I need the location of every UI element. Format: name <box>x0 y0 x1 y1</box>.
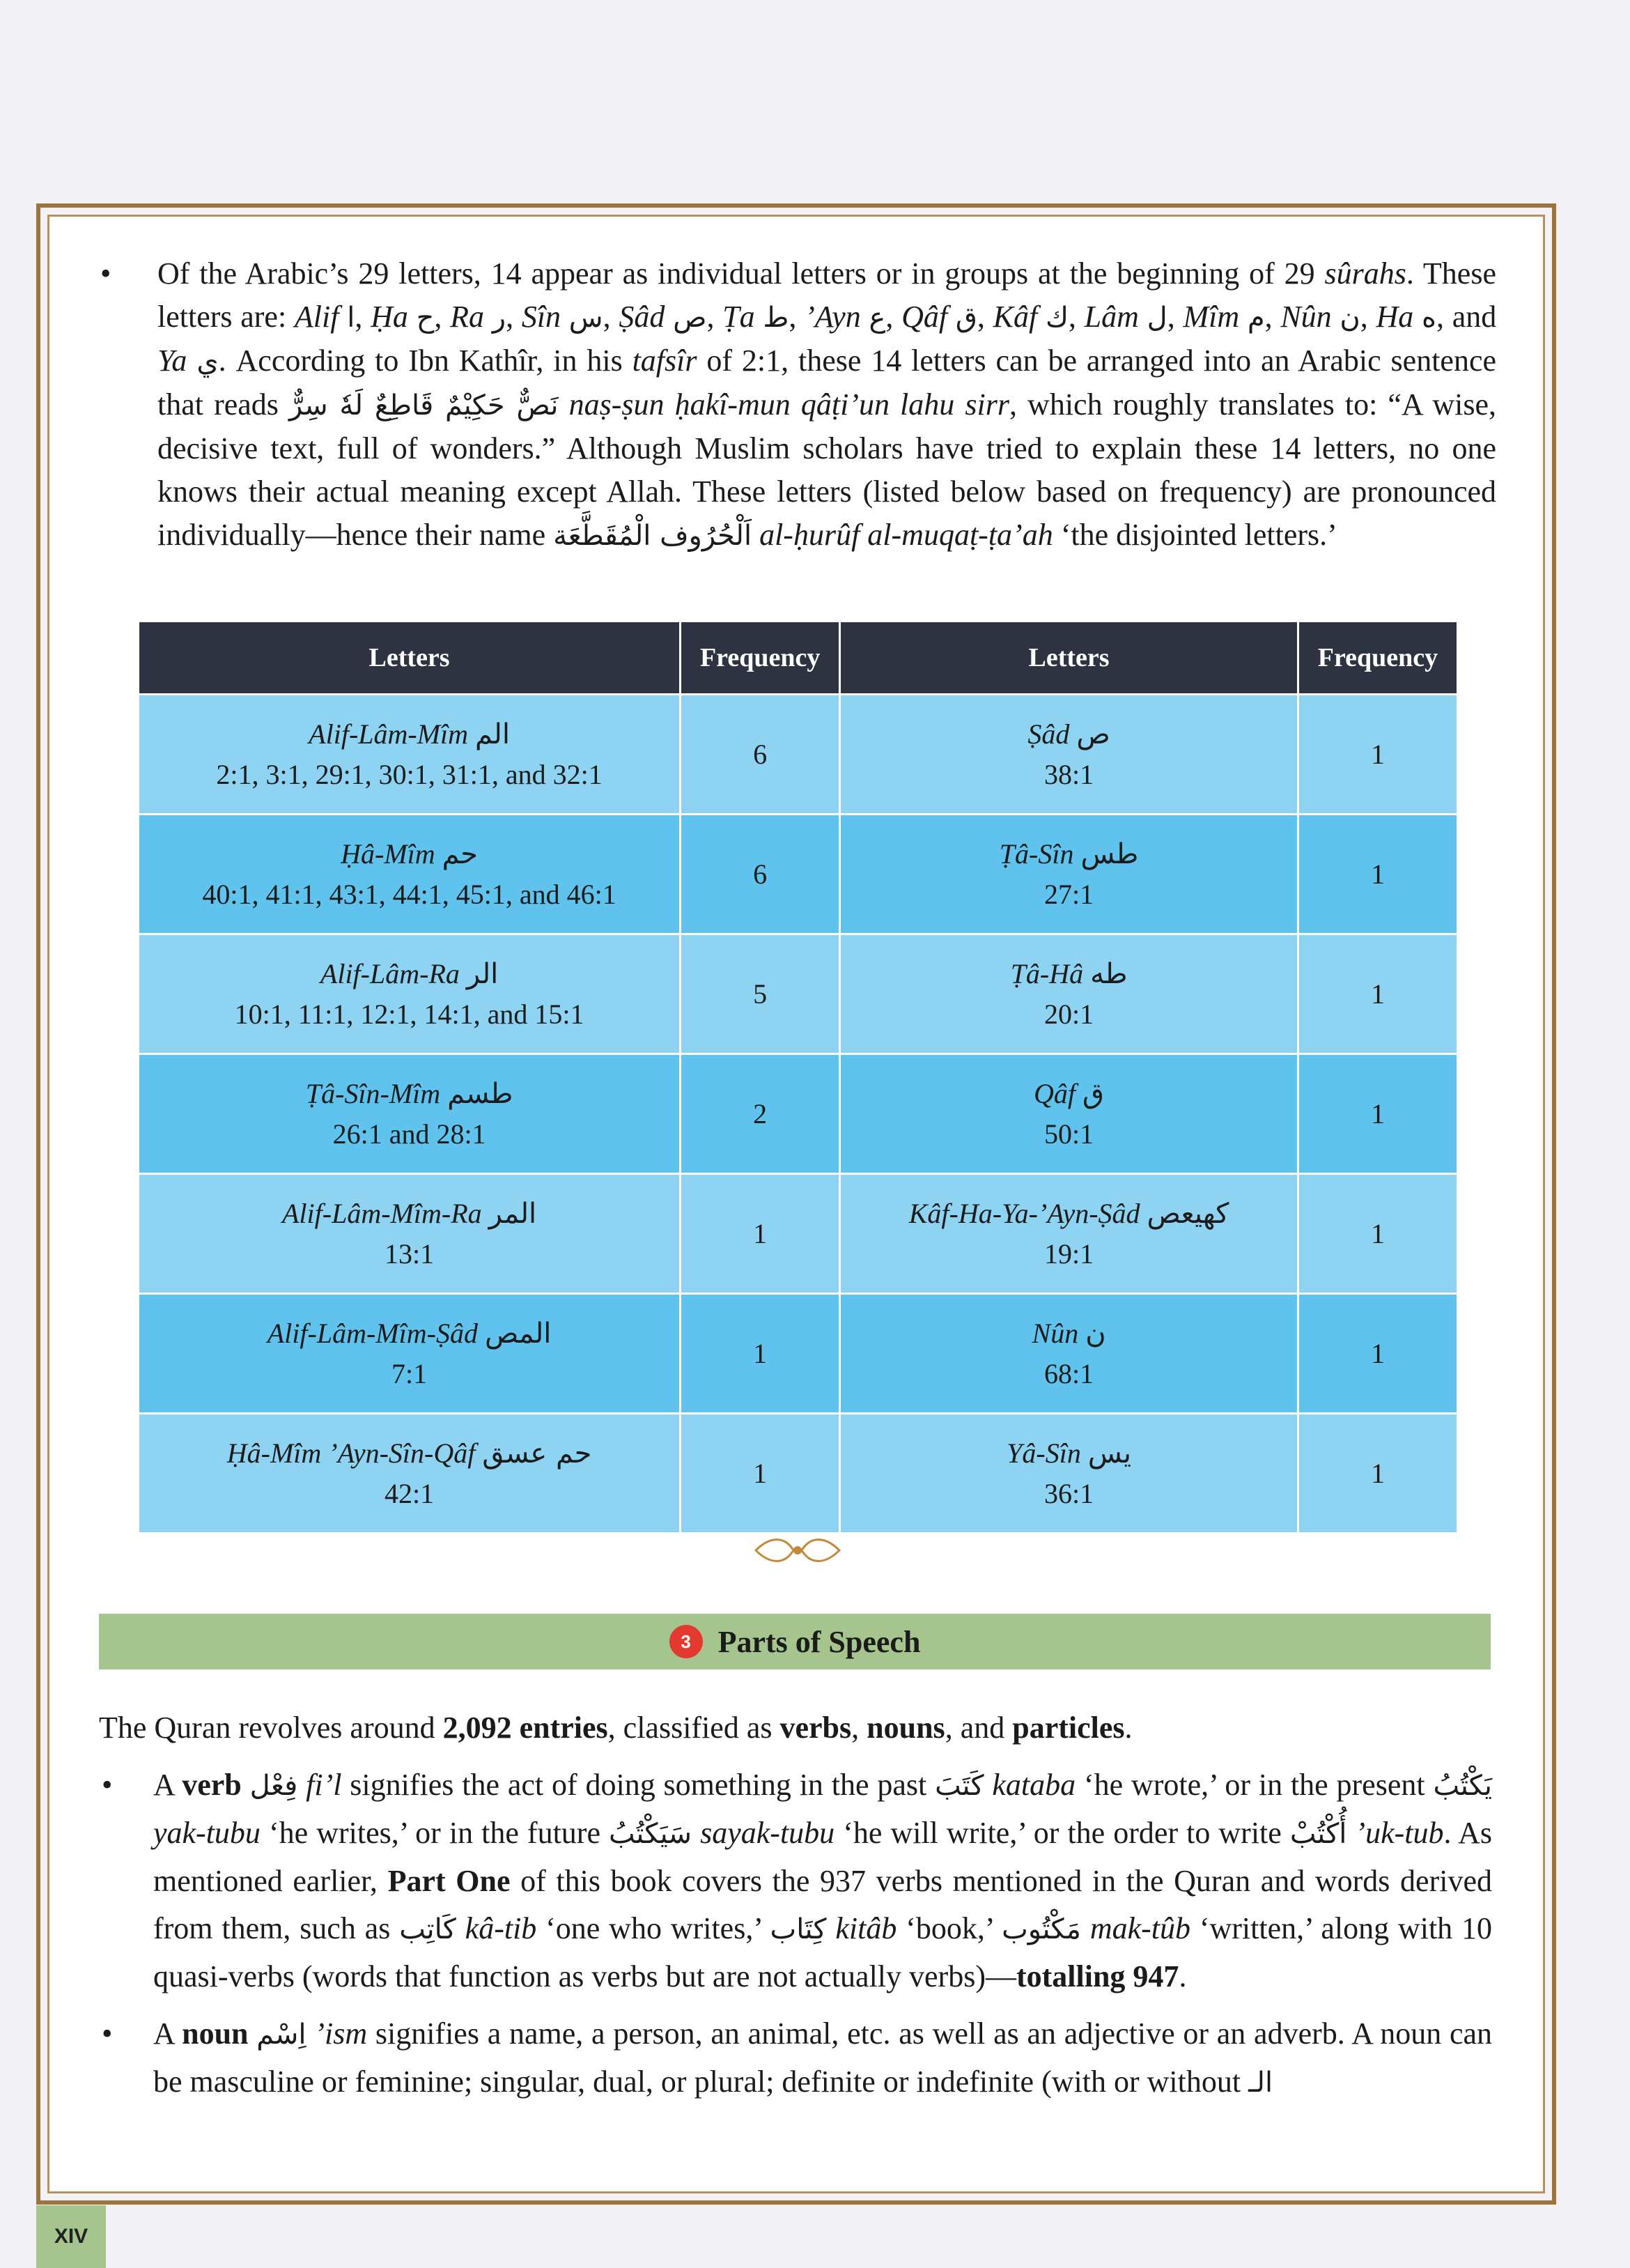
table-row <box>139 1174 1458 1294</box>
frequency-cell: 1 <box>1298 695 1457 815</box>
letter-transliteration: Sîn <box>521 300 561 334</box>
table-row <box>139 1294 1458 1414</box>
letters-arabic: المر <box>488 1197 537 1230</box>
letter-arabic: ر <box>492 302 506 334</box>
table-header: Letters <box>139 622 681 695</box>
letter-transliteration: Kâf <box>993 300 1038 334</box>
frequency-cell: 5 <box>681 934 840 1054</box>
letters-arabic: المص <box>484 1317 552 1350</box>
surah-reference: 19:1 <box>1044 1237 1094 1270</box>
letters-name: Ṭâ-Hâ <box>1010 957 1084 989</box>
surah-reference: 13:1 <box>385 1237 435 1270</box>
arabic-term: اَلْحُرُوف الْمُقَطَّعَة <box>553 520 752 552</box>
letters-arabic: طس <box>1080 838 1139 870</box>
frequency-cell: 1 <box>1298 1174 1457 1294</box>
letters-cell <box>139 1054 681 1174</box>
frequency-cell: 1 <box>681 1414 840 1534</box>
letters-arabic: طه <box>1090 957 1128 990</box>
parts-of-speech-text <box>99 1704 1492 2106</box>
table-row <box>139 1414 1458 1534</box>
surah-reference: 42:1 <box>385 1477 435 1509</box>
frequency-cell: 1 <box>1298 1414 1457 1534</box>
letters-cell <box>840 1174 1298 1294</box>
letters-arabic: حم عسق <box>482 1437 592 1469</box>
letters-cell <box>840 695 1298 815</box>
letters-name: Nûn <box>1032 1317 1079 1349</box>
letters-arabic: يس <box>1087 1437 1131 1469</box>
sentence-transliteration: naṣ-ṣun ḥakî-mun qâṭi’un lahu sirr <box>568 387 1009 422</box>
surah-reference: 7:1 <box>391 1357 428 1389</box>
letters-name: Alif-Lâm-Mîm <box>309 718 469 750</box>
letters-name: Alif-Lâm-Mîm-Ra <box>282 1197 482 1229</box>
letter-arabic: ط <box>763 302 789 334</box>
letter-transliteration: Mîm <box>1183 300 1240 334</box>
letters-name: Ṣâd <box>1027 718 1070 750</box>
letters-name: Ḥâ-Mîm <box>341 838 435 870</box>
letter-arabic: م <box>1247 302 1265 334</box>
surah-reference: 68:1 <box>1044 1357 1094 1389</box>
letters-arabic: ق <box>1082 1077 1105 1110</box>
noun-bullet-item: • A noun اِسْم ’ism signifies a name, a person, an animal, etc. as well as an adjective or an adverb. A noun can be masculine or feminine; singular, dual, or plural; definite or indefinite (with or without الـ <box>99 2010 1492 2106</box>
table-header: Frequency <box>1298 622 1457 695</box>
letter-arabic: ه <box>1422 302 1437 334</box>
frequency-cell: 1 <box>1298 934 1457 1054</box>
letter-arabic: ح <box>416 302 435 334</box>
letter-transliteration: Qâf <box>901 300 948 334</box>
letters-arabic: ن <box>1085 1317 1106 1350</box>
letters-cell <box>840 1054 1298 1174</box>
letter-arabic: ع <box>869 302 886 334</box>
arabic-sentence: نَصٌّ حَكِيْمٌ قَاطِعٌ لَهٗ سِرٌّ <box>289 389 559 422</box>
letters-arabic: الم <box>475 718 510 750</box>
section-title: Parts of Speech <box>717 1624 921 1659</box>
letters-cell <box>139 695 681 815</box>
letters-cell <box>139 1294 681 1414</box>
section-number-badge: 3 <box>669 1625 703 1658</box>
bullet: • <box>102 1768 113 1802</box>
verb-bullet-item: • A verb فِعْل fi’l signifies the act of doing something in the past كَتَبَ kataba ‘he wrote,’ or in the present يَكْتُبُ yak-tubu ‘he writes,’ or in the future سَيَكْتُبُ sayak-tubu ‘he will write,’ or the order to write أُكْتُبْ ’uk-tub. As mentioned earlier, Part One of this book covers the 937 verbs mentioned in the Quran and words derived from them, such as كَاتِب kâ-tib ‘one who writes,’ كِتَاب kitâb ‘book,’ مَكْتُوب mak-tûb ‘written,’ along with 10 quasi-verbs (words that function as verbs but are not actually verbs)—totalling 947. <box>99 1761 1492 2000</box>
page-number: XIV <box>36 2205 106 2268</box>
section-heading-bar <box>99 1614 1491 1669</box>
letter-transliteration: Ṭa <box>722 300 755 334</box>
surah-reference: 20:1 <box>1044 998 1094 1030</box>
letters-arabic: الر <box>466 957 499 990</box>
letter-transliteration: Ra <box>450 300 485 334</box>
letters-arabic: ص <box>1076 718 1110 750</box>
letter-arabic: س <box>568 302 603 334</box>
letters-cell <box>139 1174 681 1294</box>
table-row <box>139 815 1458 934</box>
letters-name: Qâf <box>1034 1077 1076 1109</box>
letter-transliteration: Nûn <box>1280 300 1332 334</box>
letter-arabic: ق <box>955 302 977 334</box>
bullet: • <box>102 2016 113 2051</box>
letter-transliteration: Ha <box>1376 300 1414 334</box>
letters-arabic: حم <box>442 838 479 870</box>
letter-transliteration: Ṣâd <box>619 300 665 334</box>
frequency-cell: 1 <box>681 1174 840 1294</box>
letters-cell <box>139 815 681 934</box>
frequency-cell: 6 <box>681 815 840 934</box>
table-row <box>139 1054 1458 1174</box>
letter-arabic: ا <box>347 302 355 334</box>
letters-name: Ṭâ-Sîn-Mîm <box>305 1077 441 1109</box>
letter-transliteration: Lâm <box>1084 300 1139 334</box>
overview-paragraph: The Quran revolves around 2,092 entries, classified as verbs, nouns, and particles. <box>99 1711 1133 1745</box>
letters-name: Ḥâ-Mîm ’Ayn-Sîn-Qâf <box>226 1437 476 1469</box>
letter-arabic: ص <box>673 302 707 334</box>
letters-cell <box>139 934 681 1054</box>
letter-arabic: ل <box>1147 302 1167 334</box>
letter-arabic: ن <box>1340 302 1360 334</box>
letters-cell <box>139 1414 681 1534</box>
bullet: • <box>100 256 111 291</box>
letters-arabic: كهيعص <box>1147 1197 1229 1230</box>
letters-cell <box>840 1414 1298 1534</box>
letters-name: Alif-Lâm-Mîm-Ṣâd <box>267 1317 478 1349</box>
letters-list: Alif ا, Ḥa ح, Ra ر, Sîn س, Ṣâd ص, Ṭa ط, ’Ayn ع, Qâf ق, Kâf ك, Lâm ل, Mîm م, Nûn ن, Ha ه, <box>294 300 1452 334</box>
table-row <box>139 695 1458 815</box>
table-header: Frequency <box>681 622 840 695</box>
letters-cell <box>840 934 1298 1054</box>
letter-arabic: ك <box>1045 302 1069 334</box>
divider-ornament-icon <box>749 1533 846 1568</box>
surah-reference: 10:1, 11:1, 12:1, 14:1, and 15:1 <box>234 998 584 1030</box>
frequency-cell: 6 <box>681 695 840 815</box>
surah-reference: 38:1 <box>1044 758 1094 790</box>
letters-arabic: طسم <box>447 1077 513 1110</box>
frequency-cell: 1 <box>681 1294 840 1414</box>
surah-reference: 36:1 <box>1044 1477 1094 1509</box>
letters-cell <box>840 1294 1298 1414</box>
frequency-cell: 1 <box>1298 815 1457 934</box>
surah-reference: 50:1 <box>1044 1118 1094 1150</box>
surah-reference: 26:1 and 28:1 <box>332 1118 486 1150</box>
intro-paragraph: • Of the Arabic’s 29 letters, 14 appear as individual letters or in groups at the beginning of 29 sûrahs. These letters are: Alif ا, Ḥa ح, Ra ر, Sîn س, Ṣâd ص, Ṭa ط, ’Ayn ع, Qâf ق, Kâf ك, Lâm ل, Mîm م, Nûn ن, Ha ه, and Ya ي. According to Ibn Kathîr, in his tafsîr of 2:1, these 14 letters can be arranged into an Arabic sentence that reads نَصٌّ حَكِيْمٌ قَاطِعٌ لَهٗ سِرٌّ naṣ-ṣun ḥakî-mun qâṭi’un lahu sirr, which roughly translates to: “A wise, decisive text, full of wonders.” Although Muslim scholars have tried to explain these 14 letters, no one knows their actual meaning except Allah. These letters (listed below based on frequency) are pronounced individually—hence their name اَلْحُرُوف الْمُقَطَّعَة al-ḥurûf al-muqaṭ-ṭa’ah ‘the disjointed letters.’ <box>104 252 1496 557</box>
letters-frequency-table <box>137 620 1459 1534</box>
frequency-cell: 2 <box>681 1054 840 1174</box>
letters-cell <box>840 815 1298 934</box>
letters-name: Alif-Lâm-Ra <box>320 957 460 989</box>
surah-reference: 2:1, 3:1, 29:1, 30:1, 31:1, and 32:1 <box>216 758 603 790</box>
frequency-cell: 1 <box>1298 1054 1457 1174</box>
letter-transliteration: Alif <box>294 300 339 334</box>
letters-name: Ṭâ-Sîn <box>999 838 1074 870</box>
letter-transliteration: Ḥa <box>371 300 408 334</box>
table-header: Letters <box>840 622 1298 695</box>
surah-reference: 40:1, 41:1, 43:1, 44:1, 45:1, and 46:1 <box>202 878 616 910</box>
table-row <box>139 934 1458 1054</box>
letters-name: Yâ-Sîn <box>1007 1437 1081 1469</box>
surah-reference: 27:1 <box>1044 878 1094 910</box>
frequency-cell: 1 <box>1298 1294 1457 1414</box>
letters-name: Kâf-Ha-Ya-’Ayn-Ṣâd <box>908 1197 1140 1229</box>
letter-transliteration: ’Ayn <box>805 300 861 334</box>
